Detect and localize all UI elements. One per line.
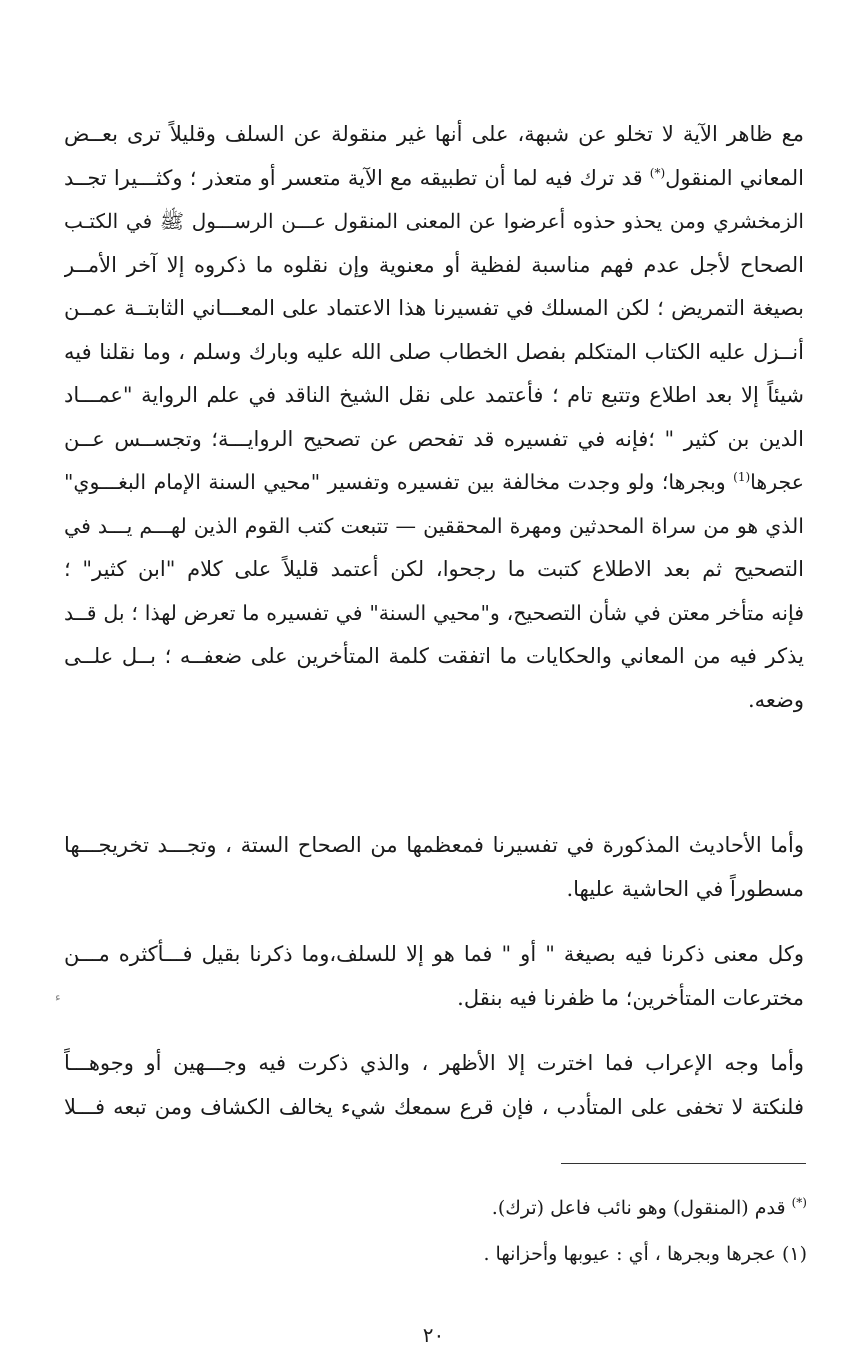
- text-line: الزمخشري ومن يحذو حذوه أعرضوا عن المعنى المنقول عـــن الرســـول ﷺ في الكتـب: [64, 209, 804, 233]
- text-line: بصيغة التمريض ؛ لكن المسلك في تفسيرنا هذا الاعتماد على المعـــاني الثابتــة عمــن: [64, 296, 804, 320]
- footnote-marker-1: (1): [733, 470, 751, 485]
- footnote-star-text: قدم (المنقول) وهو نائب فاعل (ترك).: [491, 1197, 792, 1219]
- text-segment: قد ترك فيه لما أن تطبيقه مع الآية متعسر أو متعذر ؛ وكثـــيرا تجــد: [64, 165, 650, 190]
- footnote-star: [492, 1193, 807, 1223]
- text-line: مسطوراً في الحاشية عليها.: [566, 876, 804, 901]
- text-line: مع ظاهر الآية لا تخلو عن شبهة، على أنها غير منقولة عن السلف وقليلاً ترى بعــض: [64, 122, 804, 146]
- text-line: وأما الأحاديث المذكورة في تفسيرنا فمعظمها من الصحاح الستة ، وتجـــد تخريجـــها: [64, 833, 804, 857]
- page-number: ٢٠: [422, 1323, 445, 1347]
- text-line: فإنه متأخر معتن في شأن التصحيح، و"محيي السنة" في تفسيره ما تعرض لهذا ؛ بل قــد: [64, 600, 804, 625]
- footnote-marker-star: (*): [649, 165, 666, 180]
- margin-mark: ء: [55, 990, 61, 1004]
- text-line: الدين بن كثير " ؛فإنه في تفسيره قد تفحص عن تصحيح الروايـــة؛ وتجســس عــن: [64, 426, 804, 451]
- footnote-separator: [561, 1163, 806, 1164]
- footnote-1: (١) عجرها وبجرها ، أي : عيوبها وأحزانها .: [483, 1243, 807, 1265]
- text-line: فلنكتة لا تخفى على المتأدب ، فإن قرع سمعك شيء يخالف الكشاف ومن تبعه فـــلا: [64, 1094, 804, 1119]
- text-segment: وبجرها؛ ولو وجدت مخالفة بين تفسيره وتفسير "محيي السنة الإمام البغـــوي": [64, 470, 734, 494]
- text-line: [64, 157, 804, 201]
- text-segment: المعاني المنقول: [665, 165, 804, 190]
- text-line: [64, 461, 804, 505]
- footnote-star-marker: (*): [791, 1195, 807, 1210]
- text-line: شيئاً إلا بعد اطلاع وتتبع تام ؛ فأعتمد على نقل الشيخ الناقد في علم الرواية "عمـــاد: [64, 383, 804, 407]
- paragraph-main: [64, 113, 804, 722]
- text-line: وضعه.: [747, 687, 804, 712]
- text-line: يذكر فيه من المعاني والحكايات ما اتفقت كلمة المتأخرين على ضعفــه ؛ بــل علــى: [64, 644, 804, 668]
- text-line: وكل معنى ذكرنا فيه بصيغة " أو " فما هو إلا للسلف،وما ذكرنا بقيل فـــأكثره مـــن: [64, 942, 804, 966]
- paragraph-grammar: [64, 1042, 804, 1129]
- text-line: الذي هو من سراة المحدثين ومهرة المحققين — تتبعت كتب القوم الذين لهـــم يـــد في: [64, 513, 804, 538]
- text-line: التصحيح ثم بعد الاطلاع كتبت ما رجحوا، لكن أعتمد قليلاً على كلام "ابن كثير" ؛: [64, 557, 804, 581]
- text-line: الصحاح لأجل عدم فهم مناسبة لفظية أو معنوية وإن نقلوه ما ذكروه إلا آخر الأمــر: [64, 252, 804, 277]
- text-line: أنــزل عليه الكتاب المتكلم بفصل الخطاب صلى الله عليه وبارك وسلم ، وما نقلنا فيه: [64, 339, 804, 364]
- paragraph-meanings: [64, 933, 804, 1020]
- text-line: مخترعات المتأخرين؛ ما ظفرنا فيه بنقل.: [457, 985, 804, 1010]
- text-segment: عجرها: [750, 470, 804, 494]
- text-line: وأما وجه الإعراب فما اخترت إلا الأظهر ، والذي ذكرت فيه وجـــهين أو وجوهـــاً: [64, 1051, 804, 1075]
- paragraph-hadith: [64, 824, 804, 911]
